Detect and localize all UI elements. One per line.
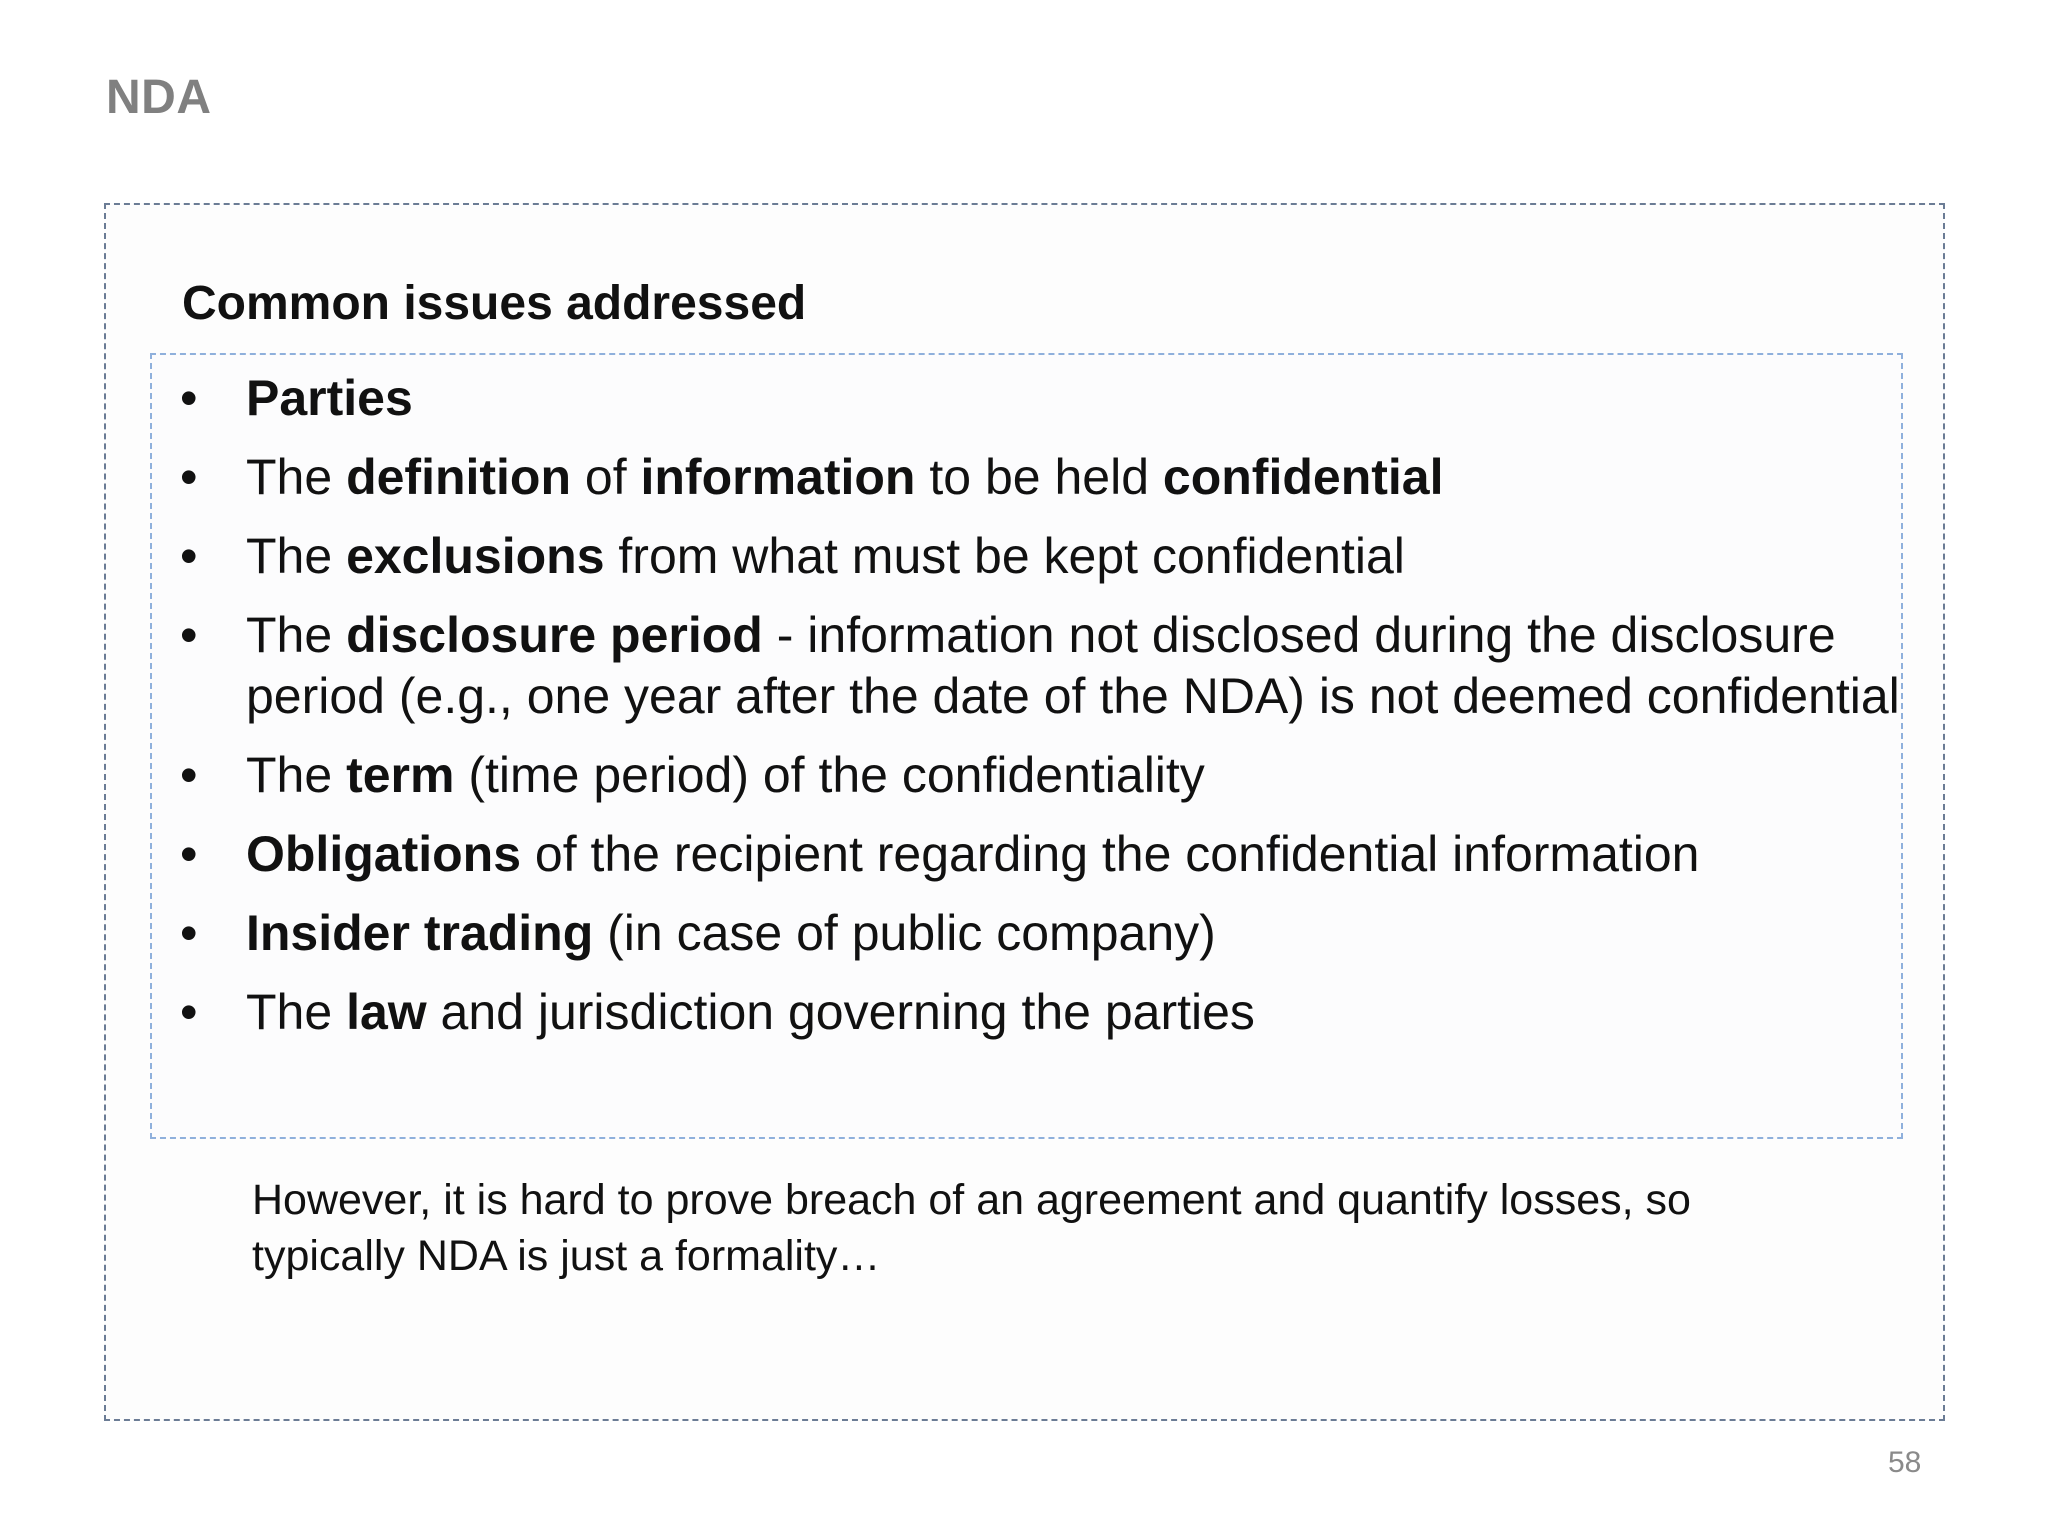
slide-title: NDA	[106, 71, 212, 124]
emphasized-text: exclusions	[346, 528, 605, 584]
emphasized-text: information	[640, 449, 916, 505]
bullet-icon: •	[180, 905, 198, 961]
page-number: 58	[1888, 1446, 1922, 1479]
item-text: The	[246, 607, 347, 663]
list-item	[180, 447, 1900, 508]
item-text: - information not disclosed during the disclosure period (e.g., one year after the date of the NDA) is not deemed confidential	[246, 607, 1900, 724]
bullet-icon: •	[180, 826, 198, 882]
item-text: The	[246, 449, 347, 505]
item-text: The	[246, 747, 347, 803]
emphasized-text: Obligations	[246, 826, 521, 882]
emphasized-text: Insider trading	[246, 905, 594, 961]
bullet-icon: •	[180, 747, 198, 803]
emphasized-text: definition	[346, 449, 572, 505]
emphasized-text: disclosure period	[346, 607, 763, 663]
item-text: of the recipient regarding the confidential information	[521, 826, 1700, 882]
item-text: of	[571, 449, 641, 505]
list-item	[180, 368, 1900, 429]
section-heading: Common issues addressed	[182, 277, 807, 330]
emphasized-text: Parties	[246, 370, 413, 426]
emphasized-text: term	[346, 747, 455, 803]
item-text: (in case of public company)	[593, 905, 1216, 961]
list-item	[180, 903, 1900, 964]
list-item	[180, 526, 1900, 587]
bullet-icon: •	[180, 449, 198, 505]
list-item	[180, 605, 1900, 727]
item-text: The	[246, 984, 347, 1040]
bullet-icon: •	[180, 370, 198, 426]
bullet-icon: •	[180, 607, 198, 663]
list-item	[180, 982, 1900, 1043]
bullet-icon: •	[180, 984, 198, 1040]
list-item	[180, 745, 1900, 806]
item-text: and jurisdiction governing the parties	[426, 984, 1255, 1040]
item-text: to be held	[915, 449, 1163, 505]
emphasized-text: law	[346, 984, 427, 1040]
emphasized-text: confidential	[1162, 449, 1444, 505]
bullet-icon: •	[180, 528, 198, 584]
list-item	[180, 824, 1900, 885]
item-text: from what must be kept confidential	[604, 528, 1405, 584]
item-text: (time period) of the confidentiality	[454, 747, 1205, 803]
item-text: The	[246, 528, 347, 584]
issue-list	[180, 368, 1900, 1061]
footnote: However, it is hard to prove breach of an agreement and quantify losses, so typically NDA is just a formality…	[252, 1176, 1691, 1280]
